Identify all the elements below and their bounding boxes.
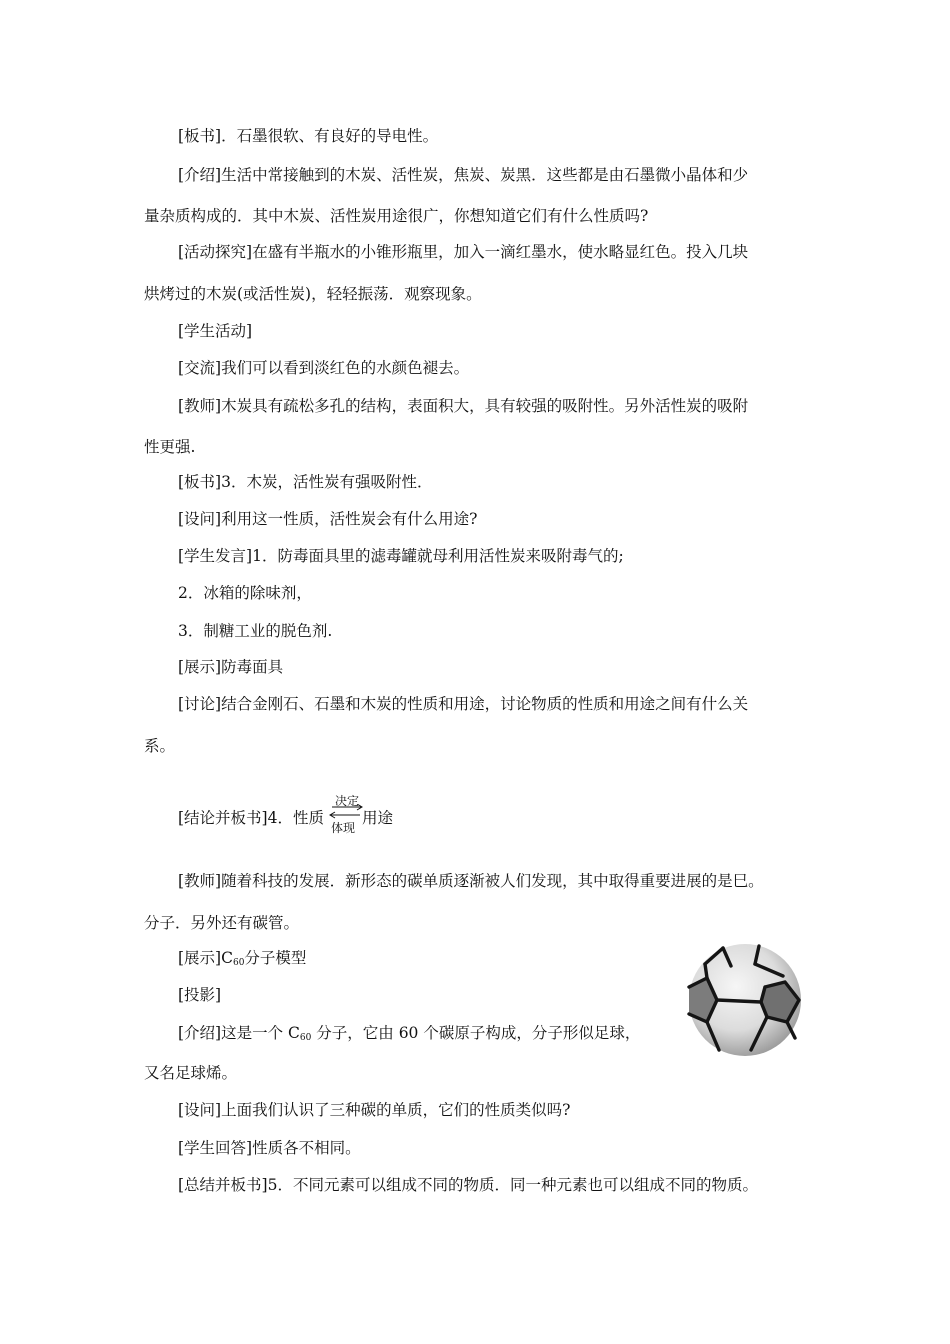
- subscript: 60: [232, 958, 245, 968]
- text-line: [活动探究]在盛有半瓶水的小锥形瓶里，加入一滴红墨水，使水略显红色。投入几块: [178, 243, 749, 261]
- text-line: [板书]．石墨很软、有良好的导电性。: [178, 127, 439, 145]
- c60-soccer-ball-image: [685, 942, 805, 1058]
- relation-end: 用途: [362, 809, 394, 827]
- text-line: [介绍]生活中常接触到的木炭、活性炭，焦炭、炭黑．这些都是由石墨微小晶体和少: [178, 166, 749, 184]
- text-line: [投影]: [178, 986, 222, 1004]
- text-line: [学生发言]1．防毒面具里的滤毒罐就母利用活性炭来吸附毒气的;: [178, 547, 624, 565]
- text-line: 又名足球烯。: [144, 1064, 238, 1082]
- text-line: [教师]随着科技的发展．新形态的碳单质逐渐被人们发现，其中取得重要进展的是巳。: [178, 872, 764, 890]
- text-line: [178, 1023, 640, 1048]
- text-line: [设问]上面我们认识了三种碳的单质，它们的性质类似吗?: [178, 1101, 571, 1119]
- text-line: 烘烤过的木炭(或活性炭)，轻轻振荡．观察现象。: [144, 285, 482, 303]
- text-line: [板书]3．木炭，活性炭有强吸附性．: [178, 473, 433, 491]
- text-line: 2．冰箱的除味剂，: [178, 584, 312, 602]
- text-segment: 分子，它由 60 个碳原子构成，分子形似足球，: [311, 1024, 641, 1042]
- text-line: 量杂质构成的．其中木炭、活性炭用途很广，你想知道它们有什么性质吗?: [144, 207, 649, 225]
- text-segment: [介绍]这是一个 C: [178, 1024, 300, 1042]
- text-line: [总结并板书]5．不同元素可以组成不同的物质．同一种元素也可以组成不同的物质。: [178, 1176, 758, 1194]
- text-line: [设问]利用这一性质，活性炭会有什么用途?: [178, 510, 478, 528]
- text-line: [交流]我们可以看到淡红色的水颜色褪去。: [178, 359, 470, 377]
- text-line: 3．制糖工业的脱色剂.: [178, 622, 333, 640]
- text-line: [178, 948, 306, 973]
- text-line: [学生回答]性质各不相同。: [178, 1139, 361, 1157]
- text-line: [讨论]结合金刚石、石墨和木炭的性质和用途，讨论物质的性质和用途之间有什么关: [178, 695, 749, 713]
- text-line: 系。: [144, 737, 176, 755]
- relation-lead: [结论并板书]4．性质: [178, 809, 324, 827]
- property-use-relation: [178, 790, 438, 840]
- text-line: [展示]防毒面具: [178, 658, 284, 676]
- text-line: [学生活动]: [178, 322, 253, 340]
- text-line: [教师]木炭具有疏松多孔的结构，表面积大，具有较强的吸附性。另外活性炭的吸附: [178, 397, 749, 415]
- text-segment: 分子模型: [244, 949, 307, 967]
- text-segment: [展示]C: [178, 949, 233, 967]
- text-line: 分子．另外还有碳管。: [144, 914, 300, 932]
- text-line: 性更强.: [144, 438, 196, 456]
- relation-top-label: 决定: [335, 794, 360, 808]
- double-arrow-icon: [328, 804, 364, 822]
- subscript: 60: [299, 1033, 312, 1043]
- relation-bottom-label: 体现: [331, 821, 356, 835]
